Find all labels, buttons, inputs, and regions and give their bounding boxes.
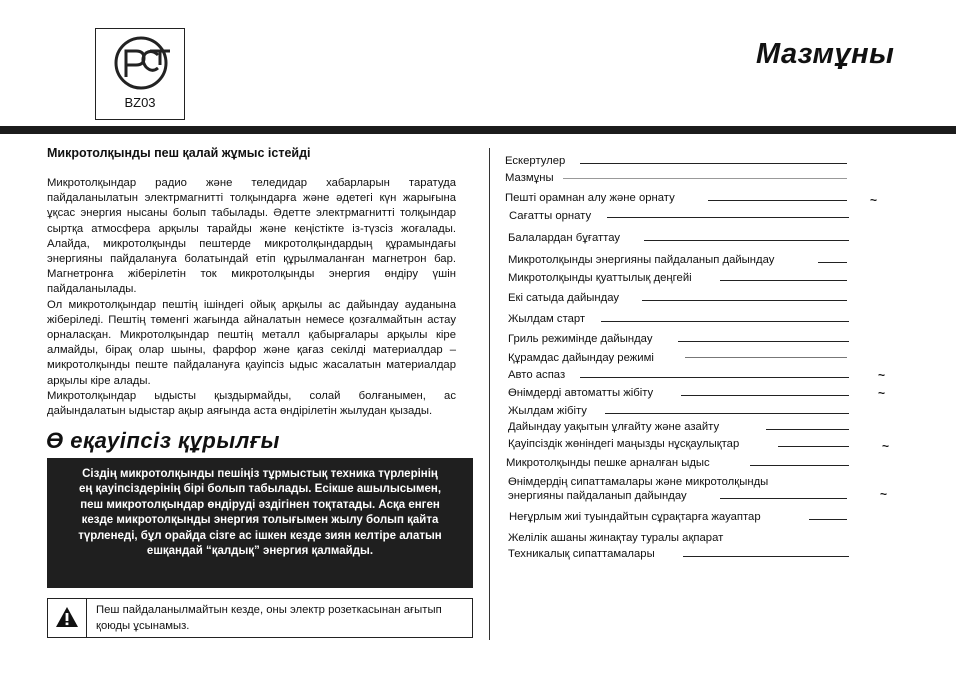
toc-leader (601, 321, 849, 322)
toc-item[interactable]: Қауіпсіздік жөніндегі маңызды нұсқаулықтар (508, 438, 740, 450)
column-divider (489, 148, 490, 640)
pct-logo-icon (106, 35, 176, 91)
toc-item[interactable]: Желілік ашаны жинақтау туралы ақпарат (508, 532, 724, 544)
toc-item[interactable]: Дайындау уақытын ұлғайту және азайту (508, 421, 720, 433)
toc-leader (580, 163, 847, 164)
toc-item[interactable]: Неғұрлым жиі туындайтын сұрақтарға жауаптар (509, 511, 761, 523)
paragraph: Ол микротолқындар пештің ішіндегі ойық арқылы ас дайындау ауданына жіберіледі. Пештің төменгі жағында айналатын немесе қозғалмайтын астау орналасқан. Микротолқындар пештің металл қабырғалары арқылы кіре алмайды, бірақ олар шыны, фарфор және қағаз секілді материалдар – микротолқынды пеште пайдалануға қауіпсіз ыдыс жасалатын материалдар арқылы кіре алады. (47, 298, 456, 387)
toc-mark: ~ (878, 386, 886, 400)
certificate-code: BZ03 (124, 95, 156, 110)
warning-box (47, 598, 473, 638)
section-heading-how-it-works: Микротолқынды пеш қалай жұмыс істейді (47, 146, 311, 160)
toc-item[interactable]: Өнімдерді автоматты жібіту (508, 387, 654, 399)
toc-item[interactable]: Гриль режимінде дайындау (508, 333, 653, 345)
safety-info-box: Сіздің микротолқынды пешіңіз тұрмыстық техника түрлерінің ең қауіпсіздерінің бірі болып табылады. Есікше ашылысымен, пеш микротолқындар өндіруді әздігінен тоқтатады. Асқа енген кезде микротолқынды энергия толығымен жылу болып қайта түрленеді, бұл орайда сізге ас ішкен кезде зиян келтіре алатын ешқандай “қалдық” энергия қалмайды. (47, 458, 473, 588)
toc-item[interactable]: Жылдам жібіту (508, 405, 587, 417)
toc-mark: ~ (870, 193, 878, 207)
toc-leader (605, 413, 849, 414)
toc-item[interactable]: Микротолқынды пешке арналған ыдыс (506, 457, 710, 469)
toc-item[interactable]: Сағатты орнату (509, 210, 592, 222)
toc-leader (750, 465, 849, 466)
toc-leader (809, 519, 847, 520)
toc-leader (818, 262, 847, 263)
toc-item[interactable]: Өнімдердің сипаттамалары және микротолқынды (508, 476, 769, 488)
toc-item[interactable]: Микротолқынды қуаттылық деңгейі (508, 272, 692, 284)
toc-leader (766, 429, 849, 430)
toc-item[interactable]: энергияны пайдаланып дайындау (508, 490, 687, 502)
toc-mark: ~ (882, 439, 890, 453)
toc-leader (563, 178, 847, 179)
toc-leader (778, 446, 849, 447)
toc-leader (708, 200, 847, 201)
certification-mark (95, 28, 185, 120)
how-it-works-body (47, 176, 456, 419)
toc-item[interactable]: Техникалық сипаттамалары (508, 548, 655, 560)
toc-item[interactable]: Жылдам старт (508, 313, 586, 325)
header-rule (0, 126, 956, 134)
section-heading-safety: Ө еқауіпсіз құрылғы (46, 428, 280, 453)
toc-item[interactable]: Екі сатыда дайындау (508, 292, 620, 304)
toc-item[interactable]: Микротолқынды энергияны пайдаланып дайындау (508, 254, 775, 266)
toc-leader (685, 357, 847, 358)
toc-item[interactable]: Балалардан бұғаттау (508, 232, 621, 244)
toc-leader (580, 377, 849, 378)
toc-item[interactable]: Авто аспаз (508, 369, 566, 381)
paragraph: Микротолқындар ыдысты қыздырмайды, солай болғанымен, ас дайындалатын ыдыстар ақыр аяғында аста өндірілетін жылудан қызады. (47, 389, 456, 418)
warning-text: Пеш пайдаланылмайтын кезде, оны электр розеткасынан ағытып қоюды ұсынамыз. (96, 604, 442, 632)
toc-leader (720, 498, 847, 499)
toc-item[interactable]: Мазмұны (505, 172, 554, 184)
toc-item[interactable]: Пешті орамнан алу және орнату (505, 192, 675, 204)
toc-item[interactable]: Ескертулер (505, 155, 566, 167)
toc-leader (642, 300, 847, 301)
toc-leader (644, 240, 849, 241)
warning-icon (48, 599, 87, 637)
toc-leader (720, 280, 847, 281)
page-title: Мазмұны (756, 38, 895, 70)
toc-mark: ~ (880, 487, 888, 501)
paragraph: Микротолқындар радио және теледидар хабарларын таратуда пайдаланылатын электрмагнитті толқындарға және әдетегі күн жарығына ұқсас энергия нысаны болып табылады. Әдетте электрмагнитті толқындар сыртқа атмосфера арқылы тарайды және кеңістікте із-түзсіз жоғалады. Алайда, микротолқынды пештерде микротолқындардың құрамындағы энергияны пайдалануға болатындай етіп құрылмаланған магнетрон бар. Магнетронға жіберілетін ток микротолқынды энергия өндіру үшін пайдаланылады. (47, 177, 456, 296)
toc-leader (678, 341, 849, 342)
toc-item[interactable]: Құрамдас дайындау режимі (508, 352, 654, 364)
toc-leader (683, 556, 849, 557)
toc-leader (607, 217, 849, 218)
toc-mark: ~ (878, 368, 886, 382)
toc-leader (681, 395, 849, 396)
